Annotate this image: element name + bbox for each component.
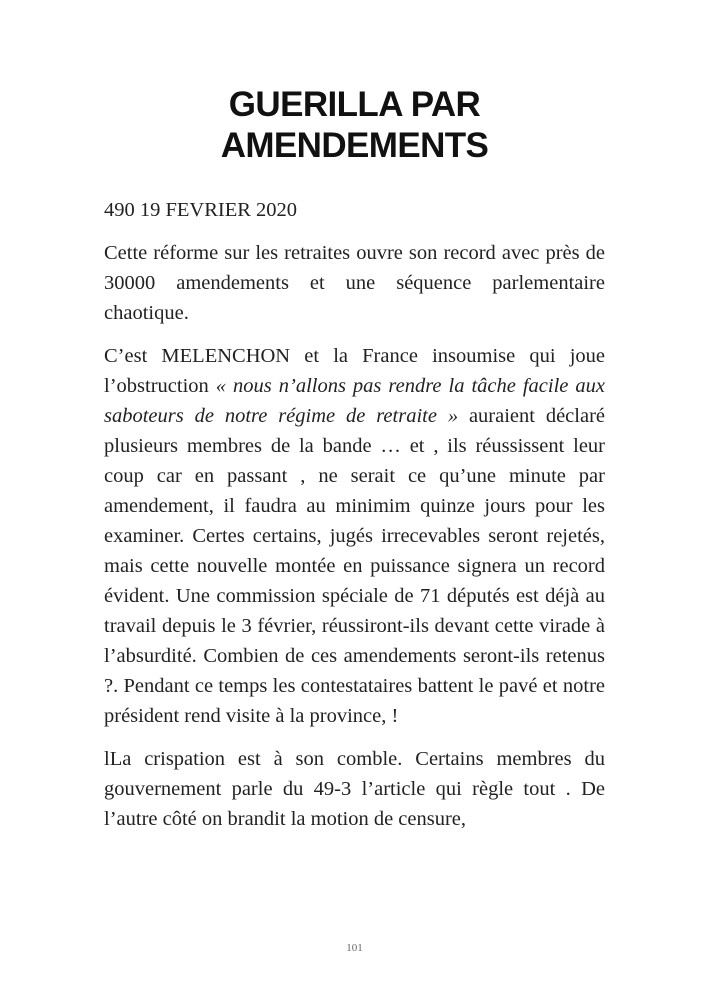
paragraph-2 xyxy=(104,341,605,731)
paragraph-2-start: C’est MELENCHON et la France insoumise qui joue l’obstruction xyxy=(104,345,605,397)
page-number: 101 xyxy=(346,942,363,954)
date-line: 490 19 FEVRIER 2020 xyxy=(104,199,298,221)
article-body xyxy=(104,195,605,847)
paragraph-1: Cette réforme sur les retraites ouvre son record avec près de 30000 amendements et une séquence parlementaire chaotique. xyxy=(104,242,605,324)
page-title xyxy=(100,84,609,166)
quotation: « nous n’allons pas rendre la tâche facile aux saboteurs de notre régime de retraite » xyxy=(104,375,605,427)
page-title-line-1: GUERILLA PAR xyxy=(228,85,481,124)
paragraph-3: lLa crispation est à son comble. Certains membres du gouvernement parle du 49-3 l’article qui règle tout . De l’autre côté on brandit la motion de censure, xyxy=(104,748,605,830)
page-title-line-2: AMENDEMENTS xyxy=(220,126,489,165)
paragraph-2-end: auraient déclaré plusieurs membres de la bande … et , ils réussissent leur coup car en passant , ne serait ce qu’une minute par amendement, il faudra au minimim quinze jours pour les examiner. Certes certains, jugés irrecevables seront rejetés, mais cette nouvelle montée en puissance signera un record évident. Une commission spéciale de 71 députés est déjà au travail depuis le 3 février, réussiront-ils devant cette virade à l’absurdité. Combien de ces amendements seront-ils retenus ?. Pendant ce temps les contestataires battent le pavé et notre président rend visite à la province, ! xyxy=(104,405,606,727)
